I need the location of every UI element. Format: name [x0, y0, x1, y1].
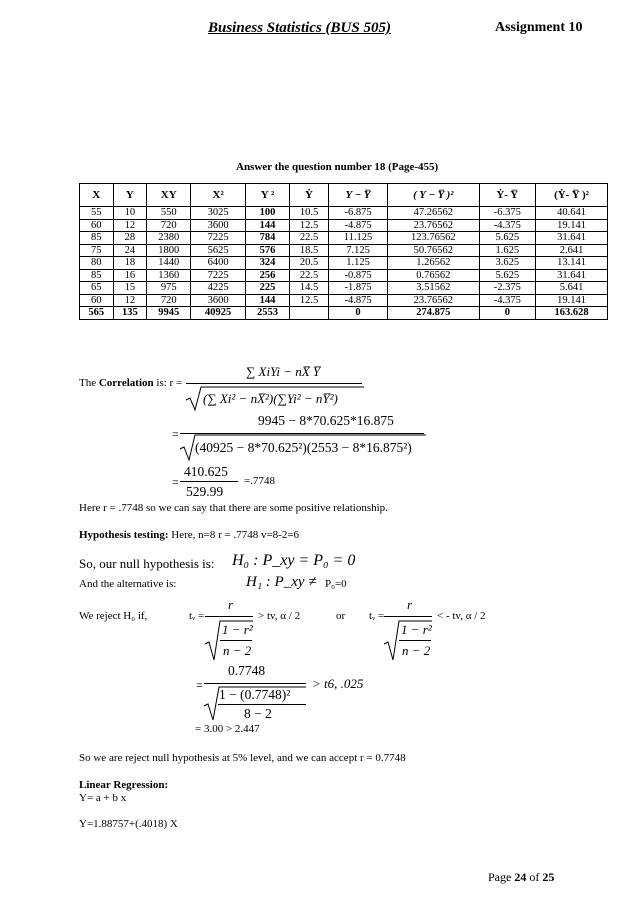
total-cell: 274.875	[388, 307, 480, 320]
table-row	[80, 269, 608, 282]
table-cell: -4.375	[479, 294, 535, 307]
table-cell: 1.125	[328, 257, 387, 270]
assignment-label: Assignment 10	[495, 20, 583, 35]
col-header: XY	[147, 184, 191, 207]
condition-2: < - tv, α / 2	[437, 610, 486, 622]
table-cell: 6400	[191, 257, 246, 270]
reject-label: We reject H₀ if,	[79, 610, 148, 622]
document-title: Business Statistics (BUS 505)	[208, 20, 391, 36]
table-cell: 7225	[191, 269, 246, 282]
fraction-bar	[205, 616, 253, 617]
table-cell: 4225	[191, 282, 246, 295]
table-cell: 15	[113, 282, 147, 295]
condition-1: > tv, α / 2	[258, 610, 301, 622]
sub-numerator: 0.7748	[228, 663, 266, 678]
table-cell: 5.625	[479, 232, 535, 245]
r-numerator: r	[228, 597, 234, 612]
table-cell: 144	[245, 294, 289, 307]
table-cell: 123.76562	[388, 232, 480, 245]
table-total-row	[80, 307, 608, 320]
table-row	[80, 232, 608, 245]
table-cell: 19.141	[536, 219, 608, 232]
table-cell: 5625	[191, 244, 246, 257]
table-cell: 60	[80, 294, 114, 307]
tv-label: tᵥ =	[189, 610, 205, 622]
r-numerator: r	[407, 597, 413, 612]
table-cell: 12.5	[290, 219, 329, 232]
total-cell: 565	[80, 307, 114, 320]
table-cell: 720	[147, 294, 191, 307]
table-cell: 47.26562	[388, 207, 480, 220]
table-row	[80, 244, 608, 257]
table-cell: 12.5	[290, 294, 329, 307]
table-cell: -4.375	[479, 219, 535, 232]
conclusion: So we are reject null hypothesis at 5% level, and we can accept r = 0.7748	[79, 752, 406, 764]
fraction-bar	[399, 640, 431, 641]
table-cell: 14.5	[290, 282, 329, 295]
table-cell: 2.641	[536, 244, 608, 257]
radicand-numerator: 1 − r²	[401, 622, 432, 637]
table-cell: 225	[245, 282, 289, 295]
of-word: of	[529, 870, 540, 884]
regression-heading: Linear Regression:	[79, 779, 169, 791]
table-cell: -0.875	[328, 269, 387, 282]
table-cell: 1.625	[479, 244, 535, 257]
table-cell: 1800	[147, 244, 191, 257]
fraction-bar	[218, 704, 306, 705]
correlation-denominator: (∑ Xi² − nX̅²)(∑Yi² − nY̅²)	[203, 391, 338, 406]
col-header: Ẏ- Y̅	[479, 184, 535, 207]
table-cell: 7.125	[328, 244, 387, 257]
table-row	[80, 257, 608, 270]
fraction-bar	[186, 383, 362, 384]
hypothesis-line	[79, 529, 299, 541]
table-cell: 55	[80, 207, 114, 220]
question-title: Answer the question number 18 (Page-455)	[236, 161, 439, 173]
page-word: Page	[488, 870, 512, 884]
table-cell: 324	[245, 257, 289, 270]
total-cell: 0	[328, 307, 387, 320]
fraction-bar	[180, 481, 238, 482]
total-cell: 135	[113, 307, 147, 320]
table-cell: 23.76562	[388, 294, 480, 307]
table-cell: 100	[245, 207, 289, 220]
table-cell: 20.5	[290, 257, 329, 270]
table-cell: 5.625	[479, 269, 535, 282]
total-cell: 0	[479, 307, 535, 320]
current-page: 24	[514, 870, 527, 884]
correlation-prefix: The	[79, 377, 97, 389]
correlation-label	[79, 377, 182, 389]
sub-condition: > t6, .025	[312, 676, 364, 691]
table-cell: 550	[147, 207, 191, 220]
table-cell: 256	[245, 269, 289, 282]
table-row	[80, 282, 608, 295]
table-cell: 19.141	[536, 294, 608, 307]
step2-numerator: 410.625	[184, 464, 228, 479]
hypothesis-text: Here, n=8 r = .7748 v=8-2=6	[171, 529, 300, 541]
col-header: Y	[113, 184, 147, 207]
table-cell: 144	[245, 219, 289, 232]
data-table	[79, 183, 608, 320]
regression-model: Y= a + b x	[79, 792, 127, 804]
hypothesis-heading: Hypothesis testing:	[79, 529, 169, 541]
table-cell: 975	[147, 282, 191, 295]
fraction-bar	[384, 616, 432, 617]
table-cell: 22.5	[290, 269, 329, 282]
table-row	[80, 294, 608, 307]
table-cell: 85	[80, 269, 114, 282]
table-cell: 31.641	[536, 232, 608, 245]
table-row	[80, 219, 608, 232]
table-cell: 12	[113, 219, 147, 232]
radicand-denominator: n − 2	[402, 643, 431, 658]
step2-denominator: 529.99	[186, 484, 224, 499]
table-cell: 80	[80, 257, 114, 270]
total-pages: 25	[542, 870, 555, 884]
table-cell: 12	[113, 294, 147, 307]
total-cell: 40925	[191, 307, 246, 320]
table-cell: 576	[245, 244, 289, 257]
table-cell: -6.375	[479, 207, 535, 220]
table-cell: 10.5	[290, 207, 329, 220]
col-header: Y − Y̅	[328, 184, 387, 207]
table-cell: 65	[80, 282, 114, 295]
total-cell: 2553	[245, 307, 289, 320]
fraction-bar	[220, 640, 252, 641]
table-cell: 7225	[191, 232, 246, 245]
test-result: = 3.00 > 2.447	[195, 723, 260, 735]
table-cell: 784	[245, 232, 289, 245]
eq-sign: =	[172, 475, 179, 489]
eq-sign: =	[196, 678, 203, 692]
table-row	[80, 207, 608, 220]
table-cell: 40.641	[536, 207, 608, 220]
table-header-row	[80, 184, 608, 207]
or-word: or	[336, 610, 346, 622]
table-cell: 22.5	[290, 232, 329, 245]
table-cell: 720	[147, 219, 191, 232]
total-cell: 163.628	[536, 307, 608, 320]
correlation-result: =.7748	[244, 475, 275, 487]
sub-radicand-numerator: 1 − (0.7748)²	[219, 687, 291, 702]
table-cell: 5.641	[536, 282, 608, 295]
col-header: Y ²	[245, 184, 289, 207]
radicand-denominator: n − 2	[223, 643, 252, 658]
eq-sign: =	[172, 427, 179, 441]
null-equation: H₀ : P_xy = P₀ = 0	[232, 552, 356, 569]
alt-equation: H₁ : P_xy ≠	[246, 574, 317, 590]
table-cell: 23.76562	[388, 219, 480, 232]
alt-rhs: P₀=0	[325, 578, 347, 590]
correlation-numerator: ∑ XiYi − nX̅ Y̅	[246, 364, 321, 379]
col-header: Ẏ	[290, 184, 329, 207]
page-number	[488, 870, 554, 885]
col-header: X²	[191, 184, 246, 207]
step1-numerator: 9945 − 8*70.625*16.875	[258, 413, 394, 428]
alt-label: And the alternative is:	[79, 578, 177, 590]
table-cell: 13.141	[536, 257, 608, 270]
table-cell: 3600	[191, 219, 246, 232]
sub-radicand-denominator: 8 − 2	[244, 706, 272, 721]
correlation-suffix: is: r =	[156, 377, 183, 389]
table-cell: -4.875	[328, 219, 387, 232]
table-cell: 50.76562	[388, 244, 480, 257]
total-cell: 9945	[147, 307, 191, 320]
table-cell: 60	[80, 219, 114, 232]
table-cell: 3600	[191, 294, 246, 307]
tv-label: tᵥ =	[369, 610, 385, 622]
table-cell: 18	[113, 257, 147, 270]
table-cell: 3.625	[479, 257, 535, 270]
table-cell: 16	[113, 269, 147, 282]
table-cell: 10	[113, 207, 147, 220]
regression-equation: Y=1.88757+(.4018) X	[79, 818, 178, 830]
total-cell	[290, 307, 329, 320]
table-cell: 3.51562	[388, 282, 480, 295]
table-cell: 31.641	[536, 269, 608, 282]
table-cell: 24	[113, 244, 147, 257]
table-cell: -6.875	[328, 207, 387, 220]
table-cell: 3025	[191, 207, 246, 220]
null-label: So, our null hypothesis is:	[79, 556, 215, 571]
col-header: (Ẏ- Y̅ )²	[536, 184, 608, 207]
col-header: ( Y − Y̅ )²	[388, 184, 480, 207]
correlation-word: Correlation	[98, 377, 154, 389]
table-cell: 0.76562	[388, 269, 480, 282]
table-cell: 28	[113, 232, 147, 245]
table-cell: 1440	[147, 257, 191, 270]
table-cell: 2380	[147, 232, 191, 245]
table-cell: 11.125	[328, 232, 387, 245]
table-cell: 75	[80, 244, 114, 257]
table-cell: 85	[80, 232, 114, 245]
fraction-bar	[204, 683, 306, 684]
radicand-numerator: 1 − r²	[222, 622, 253, 637]
step1-denominator: (40925 − 8*70.625²)(2553 − 8*16.875²)	[195, 440, 412, 455]
table-cell: -1.875	[328, 282, 387, 295]
table-cell: 1.26562	[388, 257, 480, 270]
col-header: X	[80, 184, 114, 207]
table-cell: -2.375	[479, 282, 535, 295]
table-cell: 1360	[147, 269, 191, 282]
table-cell: 18.5	[290, 244, 329, 257]
interpretation: Here r = .7748 so we can say that there are some positive relationship.	[79, 502, 388, 514]
table-cell: -4.875	[328, 294, 387, 307]
